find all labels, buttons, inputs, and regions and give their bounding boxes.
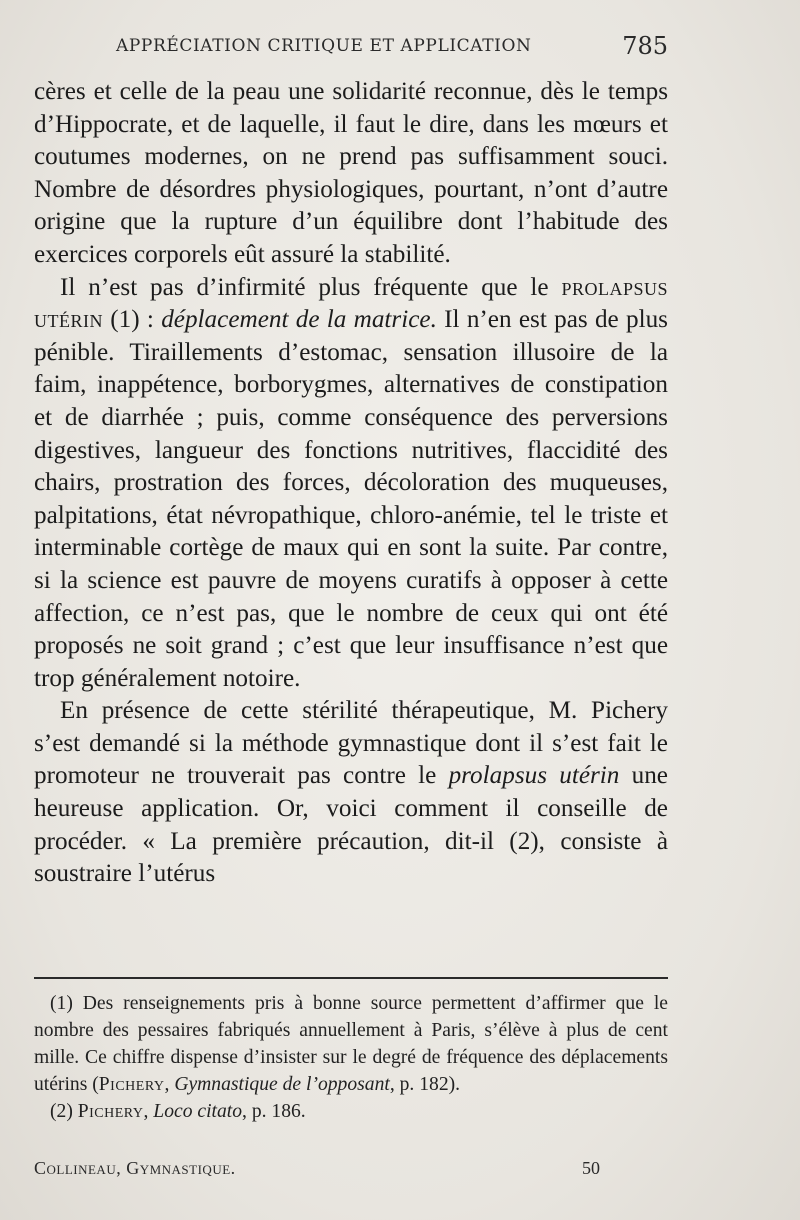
- paragraph-3-text-a: En présence de cette stérilité thérapeutique, M. Pichery s’est demandé si la méthode gymnastique dont il s’est fait le promoteur ne trouverait pas contre le: [34, 697, 668, 790]
- footnote-2-author: Pichery: [77, 1101, 144, 1122]
- main-text: [34, 76, 668, 891]
- footnote-1-author: Pichery: [98, 1074, 165, 1095]
- footnote-1-text-b: , p. 182).: [389, 1074, 461, 1095]
- footnote-2-sep: ,: [143, 1101, 154, 1122]
- footnote-1: [34, 990, 668, 1098]
- footnote-1-work: Gymnastique de l’opposant: [174, 1074, 390, 1095]
- prolapsus-italic: prolapsus utérin: [448, 762, 620, 790]
- footnote-2-text-a: (2): [50, 1101, 78, 1122]
- running-title: APPRÉCIATION CRITIQUE ET APPLICATION: [116, 36, 532, 56]
- footnote-rule: [34, 977, 668, 979]
- paragraph-2-text-a: Il n’est pas d’infirmité plus fréquente que le: [60, 273, 562, 301]
- definition-italic: déplacement de la matrice.: [161, 306, 437, 334]
- footnote-2-text-b: , p. 186.: [242, 1101, 306, 1122]
- footnote-2: [34, 1098, 668, 1125]
- footnote-1-text-a: (1) Des renseignements pris à bonne source permettent d’affirmer que le nombre des pessaires fabriqués annuellement à Paris, s’élève à plus de cent mille. Ce chiffre dispense d’insister sur le degré de fréquence des déplacements utérins (: [34, 993, 668, 1095]
- paragraph-2: [34, 272, 668, 696]
- signature-author: Collineau, Gymnastique.: [34, 1158, 236, 1178]
- paragraph-3: [34, 695, 668, 891]
- footnote-1-sep: ,: [164, 1074, 175, 1095]
- footnotes: [34, 990, 668, 1125]
- footnote-ref-1: (1) :: [103, 306, 162, 334]
- page-number: 785: [622, 32, 668, 60]
- prolapsus-term: prolapsus utérin: [34, 273, 668, 334]
- paragraph-3-text-b: une heureuse application. Or, voici comment il conseille de procéder. « La première précaution, dit-il (2), consiste à soustraire l’utérus: [34, 762, 668, 888]
- footnote-2-work: Loco citato: [153, 1101, 243, 1122]
- paragraph-2-text-c: Il n’en est pas de plus pénible. Tiraillements d’estomac, sensation illusoire de la faim, inappétence, borborygmes, alternatives de constipation et de diarrhée ; puis, comme conséquence des perversions digestives, langueur des fonctions nutritives, flaccidité des chairs, prostration des forces, décoloration des muqueuses, palpitations, état névropathique, chloro-anémie, tel le triste et interminable cortège de maux qui en sont la suite. Par contre, si la science est pauvre de moyens curatifs à opposer à cette affection, ce n’est pas, que le nombre de ceux qui ont été proposés ne soit grand ; c’est que leur insuffisance n’est que trop généralement notoire.: [34, 306, 668, 692]
- signature-sheet: 50: [582, 1158, 600, 1178]
- paragraph-1: cères et celle de la peau une solidarité reconnue, dès le temps d’Hippocrate, et de laquelle, il faut le dire, dans les mœurs et coutumes modernes, on ne prend pas suffisamment souci. Nombre de désordres physiologiques, pourtant, n’ont d’autre origine que la rupture d’un équilibre dont l’habitude des exercices corporels eût assuré la stabilité.: [34, 78, 668, 268]
